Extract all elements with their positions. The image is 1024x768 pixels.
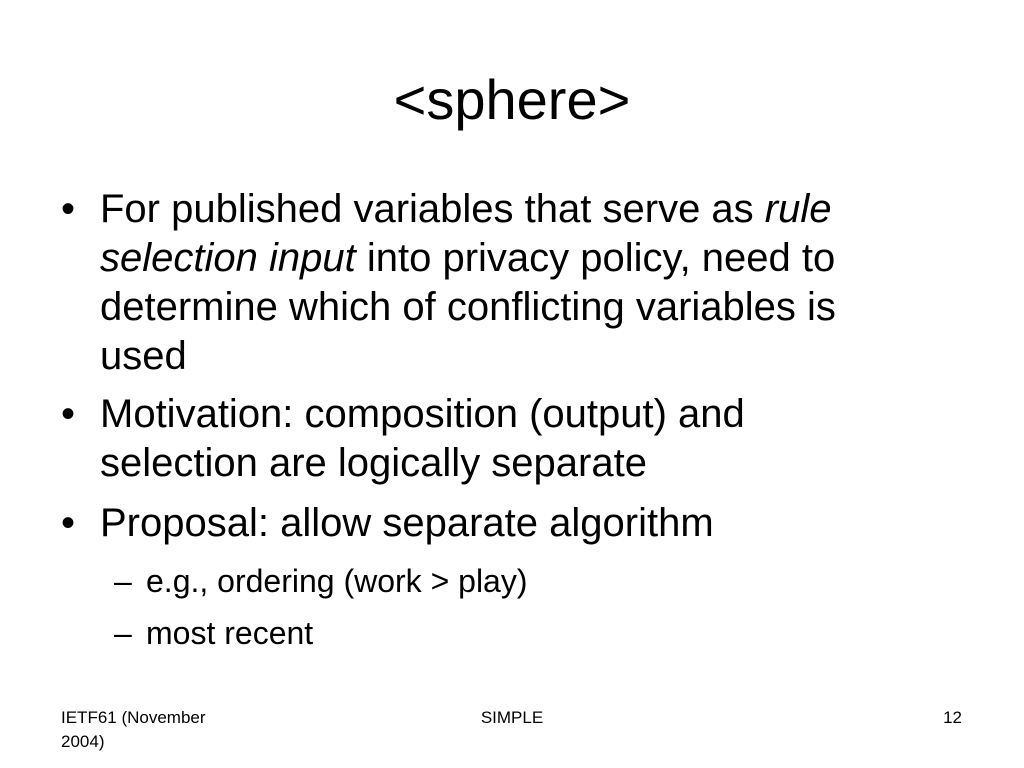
footer-center: SIMPLE — [480, 708, 544, 727]
bullet-line — [100, 499, 960, 548]
bullet-text-segment: selection are logically separate — [100, 441, 647, 485]
bullet-line — [100, 332, 960, 381]
bullet-line — [100, 439, 960, 488]
bullet-text-italic: rule — [764, 187, 832, 231]
sub-bullet-mark: – — [114, 615, 132, 651]
bullet-line — [100, 185, 960, 234]
bullet-text-segment: For published variables that serve as — [100, 187, 765, 231]
bullet-text-segment: determine which of conflicting variables is — [100, 285, 836, 329]
footer-left — [61, 706, 261, 754]
bullet-text-segment: Motivation: composition (output) and — [100, 392, 745, 436]
slide-number: 12 — [943, 708, 962, 727]
footer-event-line2: 2004) — [61, 732, 105, 751]
bullet-text-italic: selection input — [100, 236, 356, 280]
slide-title: <sphere> — [393, 68, 631, 131]
sub-bullet-text: e.g., ordering (work > play) — [146, 563, 528, 599]
bullet-line — [100, 234, 960, 283]
bullet-mark: • — [61, 392, 76, 436]
bullet-text-segment: used — [100, 334, 187, 378]
bullet-mark: • — [61, 187, 76, 231]
bullet-line — [100, 283, 960, 332]
bullet-text-segment: Proposal: allow separate algorithm — [100, 501, 714, 545]
bullet-text-segment: into privacy policy, need to — [355, 236, 836, 280]
sub-bullet-text: most recent — [146, 615, 314, 651]
sub-bullet-mark: – — [114, 563, 132, 599]
bullet-mark: • — [61, 501, 76, 545]
bullet-line — [100, 390, 960, 439]
footer-event-line1: IETF61 (November — [61, 708, 206, 727]
